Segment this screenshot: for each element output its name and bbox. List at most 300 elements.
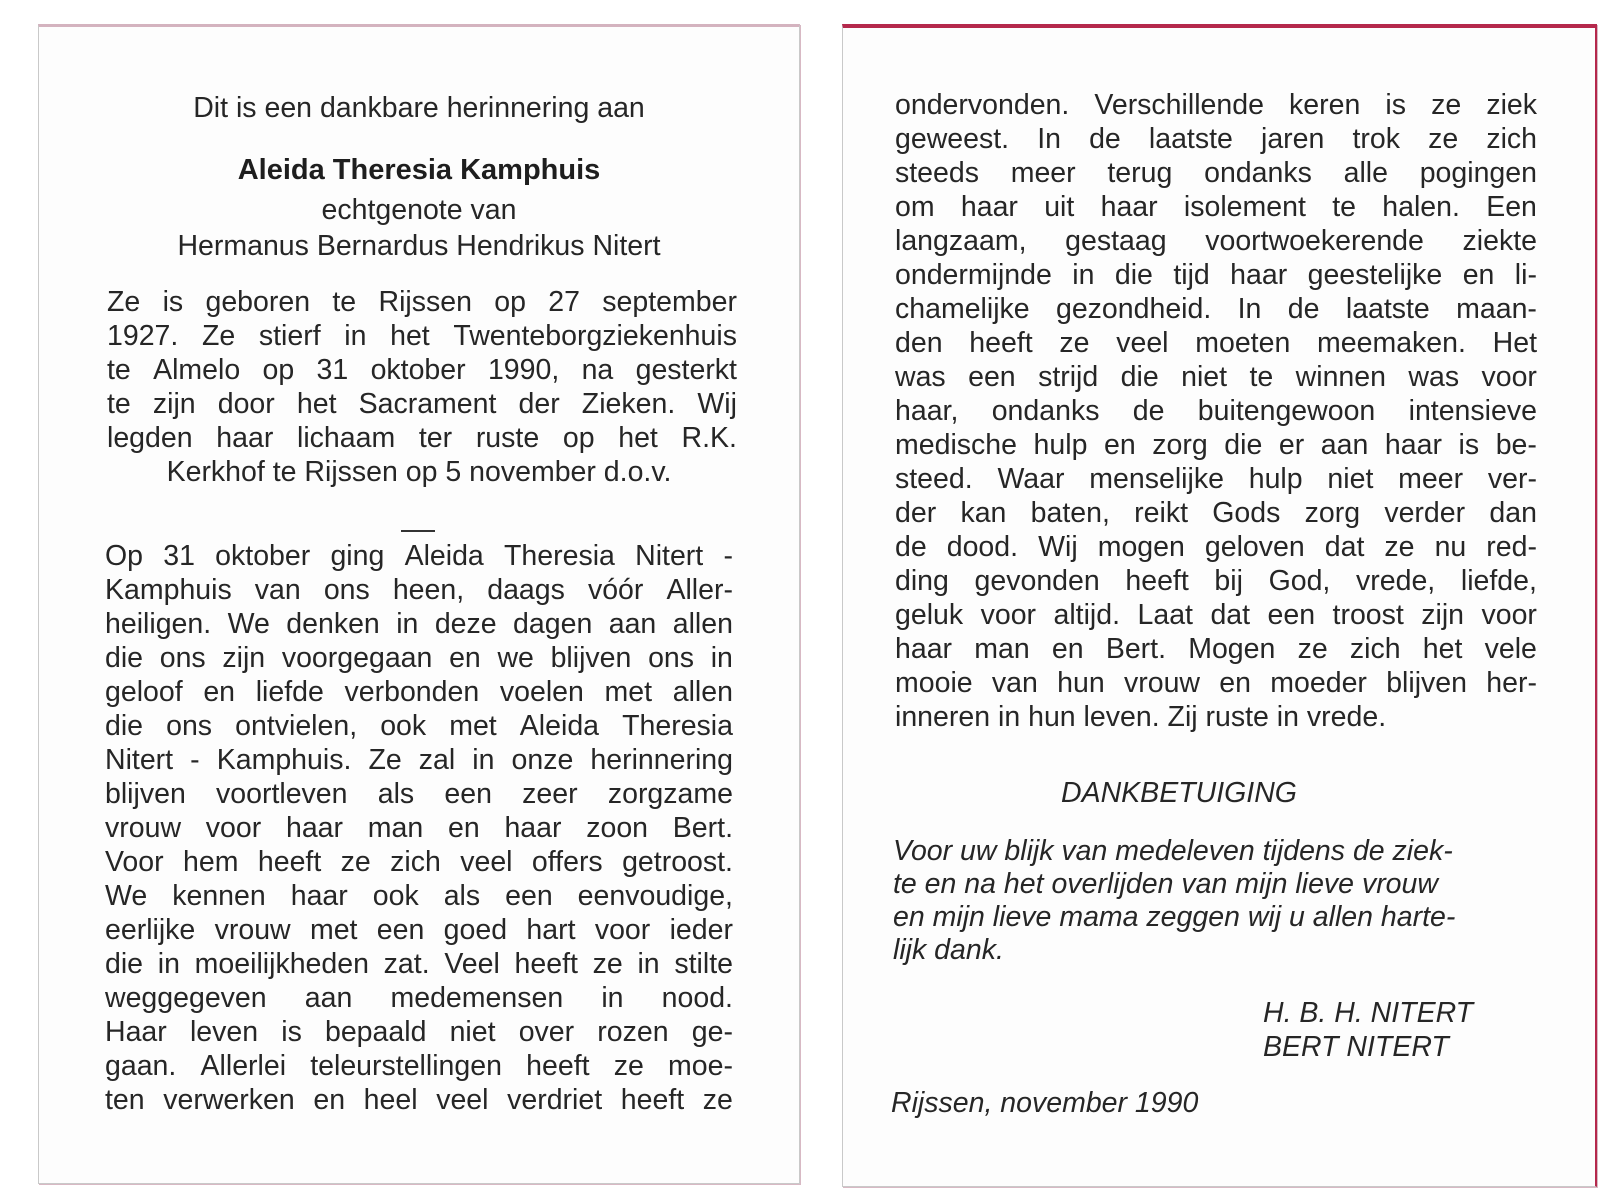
word: voor [980,599,1037,631]
word: den [895,327,943,359]
word: die [105,710,144,742]
word: heeft [1125,565,1189,597]
word: Haar [105,1016,167,1048]
body-line [895,666,1537,700]
word: geweest. [895,123,1010,155]
body-line [895,326,1537,360]
word: liefde, [1460,565,1537,597]
word: verder [1384,497,1466,529]
word: verwerken [163,1084,295,1116]
word: geluk [895,599,964,631]
word: ieder [669,914,733,946]
word: nood. [661,982,733,1014]
word: allen [672,608,733,640]
word: een [376,914,425,946]
word: rozen [597,1016,669,1048]
word: R.K. [681,422,737,454]
word: haar [290,880,348,912]
thanks-heading: DANKBETUIGING [1061,777,1297,809]
word: oktober [370,354,466,386]
word: heen, [392,574,465,606]
bio-line [107,353,737,387]
word: en [1104,429,1136,461]
word: die [1114,259,1153,291]
word: in [601,982,624,1014]
body-line [895,530,1537,564]
word: Gods [1212,497,1281,529]
word: ook [372,880,419,912]
word: onze [511,744,574,776]
word: pogingen [1419,157,1537,189]
word: voor [1481,599,1537,631]
thanks-line: te en na het overlijden van mijn lieve vrouw [893,868,1438,900]
word: het [618,422,658,454]
place-date: Rijssen, november 1990 [891,1087,1199,1119]
word: op [262,354,295,386]
word: van [991,667,1038,699]
word: herinnering [590,744,733,776]
word: ding [895,565,949,597]
word: geboren [205,286,311,318]
thanks-line: lijk dank. [893,934,1004,966]
word: halen. [1382,191,1460,223]
memorial-card-right [842,24,1597,1187]
word: gezondheid. [1055,293,1212,325]
word: Bert. [672,812,733,844]
body-line [105,1015,733,1049]
word: heeft [620,1084,685,1116]
word: stilte [674,948,733,980]
body-line [105,845,733,879]
word: moeten [1195,327,1291,359]
spouse-label: echtgenote van [321,194,517,226]
word: steeds [895,157,979,189]
word: Allerlei [200,1050,287,1082]
word: meer [1010,157,1076,189]
word: zal [418,744,456,776]
word: om [895,191,935,223]
word: en [1462,259,1495,291]
word: Wij [1038,531,1078,563]
word: Ze [107,286,141,318]
word: haar [285,812,344,844]
word: moe- [668,1050,733,1082]
word: ondervonden. [895,89,1070,121]
word: de [1089,123,1121,155]
word: Almelo [153,354,241,386]
body-line: inneren in hun leven. Zij ruste in vrede. [895,701,1387,733]
word: ook [380,710,427,742]
word: voor [1481,361,1537,393]
word: Ze [201,320,236,352]
word: Veel [444,948,500,980]
word: We [105,880,148,912]
word: ze [1428,123,1459,155]
word: in [1072,259,1095,291]
word: is [281,1016,302,1048]
body-line [105,573,733,607]
body-line [105,709,733,743]
word: veel [460,846,513,878]
word: en [203,676,236,708]
word: voorgegaan [281,642,433,674]
word: chamelijke [895,293,1030,325]
word: ze [702,1084,733,1116]
word: Een [1486,191,1537,223]
word: met [449,710,497,742]
word: Laat [1137,599,1193,631]
word: zich [1486,123,1537,155]
word: trok [1352,123,1400,155]
body-line [105,811,733,845]
word: eenvoudige, [577,880,733,912]
body-line [895,496,1537,530]
word: alle [1343,157,1388,189]
word: te [107,388,131,420]
word: hem [183,846,239,878]
word: niet [1327,463,1374,495]
body-line [895,632,1537,666]
word: be- [1495,429,1537,461]
word: hart [526,914,576,946]
word: 31 [163,540,195,572]
word: en [313,1084,346,1116]
body-line [105,981,733,1015]
word: God, [1268,565,1331,597]
word: getroost. [622,846,733,878]
body-line [895,462,1537,496]
word: ver- [1487,463,1537,495]
word: Nitert [105,744,174,776]
word: In [1037,123,1061,155]
word: hulp [1033,429,1088,461]
word: in [157,948,180,980]
word: aan [304,982,353,1014]
word: we [497,642,534,674]
word: offers [531,846,603,878]
word: is [1385,89,1407,121]
word: haar [895,633,953,665]
word: ten [105,1084,145,1116]
word: van [254,574,301,606]
word: zijn [222,642,266,674]
word: ons [166,710,213,742]
word: Het [1492,327,1537,359]
word: een [444,778,492,810]
word: haar [1100,191,1158,223]
body-line [105,879,733,913]
word: niet [1181,361,1228,393]
word: te [107,354,131,386]
word: jaren [1260,123,1325,155]
word: zorg [1304,497,1361,529]
word: de [1132,395,1165,427]
word: is [1458,429,1480,461]
word: het [1422,633,1463,665]
word: isolement [1183,191,1306,223]
word: li- [1514,259,1537,291]
word: dat [1210,599,1251,631]
word: In [1237,293,1262,325]
word: zijn [152,388,196,420]
word: heiligen. [105,608,212,640]
word: ze [613,1050,644,1082]
word: geloof [105,676,183,708]
body-line [105,1049,733,1083]
word: en [1219,667,1251,699]
word: zorg [1152,429,1208,461]
body-line [895,292,1537,326]
body-line [895,88,1537,122]
word: allen [672,676,733,708]
word: langzaam, [895,225,1027,257]
body-line [105,777,733,811]
word: menselijke [1089,463,1224,495]
word: meer [1398,463,1464,495]
word: eerlijke [105,914,196,946]
word: ze [1297,633,1328,665]
word: op [494,286,526,318]
word: reikt [1134,497,1188,529]
word: ze [340,846,371,878]
word: het [296,388,337,420]
body-line [105,743,733,777]
word: Twenteborgziekenhuis [453,320,737,352]
word: intensieve [1408,395,1537,427]
word: laatste [1148,123,1233,155]
word: Kamphuis. [216,744,352,776]
body-line [105,913,733,947]
word: voortleven [216,778,348,810]
section-divider [401,530,435,532]
word: haar [1230,259,1288,291]
word: vele [1484,633,1537,665]
word: zich [1349,633,1401,665]
word: blijven [1386,667,1467,699]
word: verdriet [507,1084,603,1116]
body-line [895,122,1537,156]
word: te [1332,191,1356,223]
word: te [332,286,357,318]
word: vrede, [1356,565,1436,597]
word: haar [216,422,274,454]
word: het [390,320,430,352]
word: ze [1059,327,1090,359]
bio-line [107,319,737,353]
word: her- [1486,667,1537,699]
word: ondermijnde [895,259,1052,291]
bio-line [107,387,737,421]
word: voortwoekerende [1205,225,1424,257]
word: Mogen [1188,633,1276,665]
word: Voor [105,846,164,878]
bio-line [107,421,737,455]
word: die [1224,429,1263,461]
thanks-line: Voor uw blijk van medeleven tijdens de ziek- [893,835,1453,867]
word: Nitert [635,540,704,572]
word: keren [1289,89,1361,121]
body-line [895,598,1537,632]
word: vrouw [1123,667,1201,699]
word: medemensen [390,982,564,1014]
word: Wij [697,388,737,420]
word: die [105,948,144,980]
body-line [895,564,1537,598]
word: dood. [946,531,1019,563]
word: oktober [215,540,311,572]
word: mooie [895,667,973,699]
body-line [105,607,733,641]
word: door [217,388,275,420]
word: maan- [1456,293,1537,325]
word: heeft [257,846,322,878]
word: ge- [691,1016,733,1048]
word: liefde [255,676,324,708]
word: buitengewoon [1197,395,1376,427]
word: tijd [1173,259,1210,291]
word: heeft [514,948,578,980]
word: zijn [1421,599,1465,631]
word: veel [1116,327,1169,359]
word: ondanks [991,395,1100,427]
word: der [518,388,560,420]
word: Kamphuis [105,574,232,606]
word: ter [418,422,453,454]
word: aan [1320,429,1369,461]
word: zeer [522,778,578,810]
memorial-card-left [38,24,800,1184]
word: weggegeven [105,982,267,1014]
word: - [190,744,200,776]
body-line [895,394,1537,428]
word: red- [1486,531,1537,563]
word: als [443,880,481,912]
word: laatste [1345,293,1430,325]
word: een [968,361,1016,393]
word: ziekte [1462,225,1537,257]
word: een [1267,599,1316,631]
word: ging [330,540,385,572]
word: zich [390,846,441,878]
word: op [562,422,595,454]
word: kan [960,497,1007,529]
word: meemaken. [1317,327,1466,359]
word: troost [1332,599,1404,631]
word: gestaag [1065,225,1167,257]
word: die [1120,361,1159,393]
word: dagen [513,608,593,640]
word: Zieken. [581,388,676,420]
word: in [637,948,660,980]
word: gesterkt [635,354,737,386]
word: Rijssen [378,286,472,318]
word: hun [1057,667,1105,699]
word: zoon [586,812,649,844]
word: na [581,354,614,386]
word: ons [323,574,370,606]
word: een [505,880,553,912]
word: Ze [368,744,402,776]
word: geestelijke [1307,259,1443,291]
word: en [1051,633,1084,665]
signature-son: BERT NITERT [1263,1031,1449,1063]
word: Aller- [666,574,733,606]
word: en [449,642,481,674]
word: zat. [383,948,430,980]
word: winnen [1295,361,1386,393]
word: 1927. [107,320,179,352]
word: ons [159,642,206,674]
word: altijd. [1053,599,1121,631]
word: de [1287,293,1320,325]
body-line [105,1083,733,1117]
intro-text: Dit is een dankbare herinnering aan [193,92,645,124]
word: vrouw [105,812,182,844]
word: over [518,1016,575,1048]
word: dan [1489,497,1537,529]
word: was [1408,361,1460,393]
word: bij [1214,565,1243,597]
word: voor [205,812,262,844]
body-line [895,258,1537,292]
word: ze [592,948,623,980]
word: vóór [587,574,644,606]
word: kennen [172,880,266,912]
word: haar [960,191,1018,223]
word: vrouw [214,914,291,946]
word: mogen [1097,531,1185,563]
word: met [309,914,358,946]
word: gevonden [974,565,1100,597]
word: de [895,531,927,563]
bio-line [107,285,737,319]
word: Verschillende [1094,89,1264,121]
word: voelen [499,676,584,708]
word: der [895,497,937,529]
word: ruste [475,422,540,454]
word: uit [1044,191,1075,223]
word: moeilijkheden [194,948,369,980]
body-line [895,156,1537,190]
word: als [377,778,415,810]
word: in [710,642,733,674]
word: in [396,608,419,640]
word: goed [443,914,508,946]
word: was [895,361,946,393]
word: haar, [895,395,959,427]
word: man [367,812,424,844]
word: blijven [550,642,632,674]
word: ondanks [1204,157,1312,189]
word: nu [1434,531,1467,563]
body-line [895,190,1537,224]
word: is [162,286,184,318]
body-line [105,947,733,981]
word: ons [648,642,695,674]
word: Theresia [504,540,615,572]
word: moeder [1270,667,1367,699]
word: Waar [997,463,1065,495]
word: ze [1431,89,1462,121]
body-line [895,224,1537,258]
word: aan [608,608,657,640]
word: haar [504,812,562,844]
word: heel [363,1084,418,1116]
word: Aleida [519,710,600,742]
bio-line: Kerkhof te Rijssen op 5 november d.o.v. [166,456,672,488]
word: blijven [105,778,186,810]
word: dat [1324,531,1365,563]
